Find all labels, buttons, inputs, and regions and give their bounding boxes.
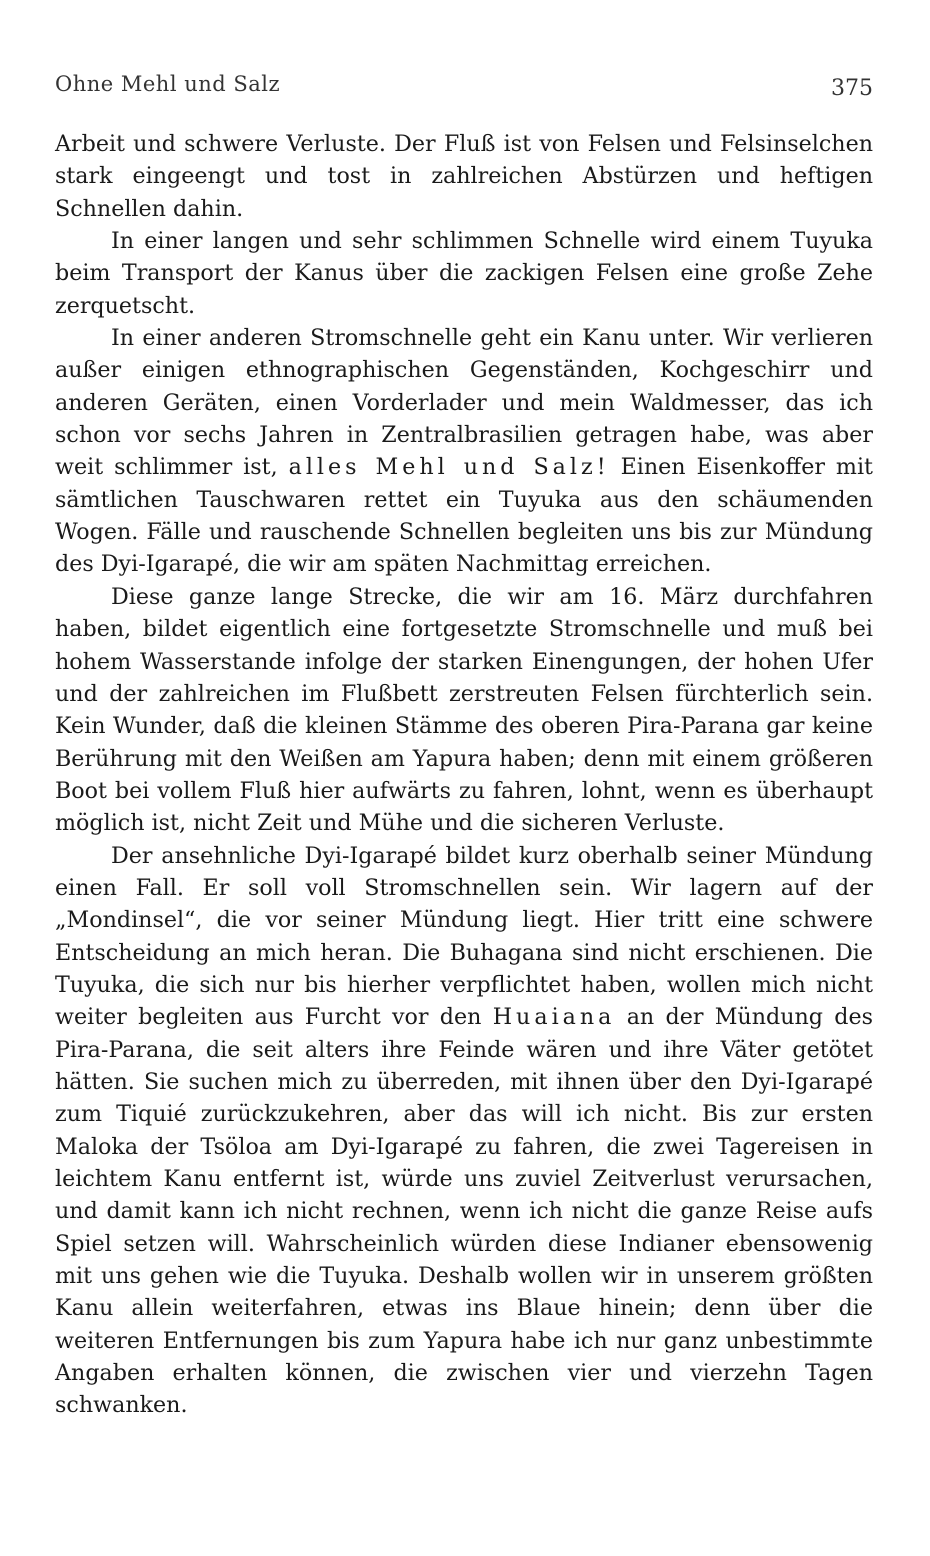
paragraph-text: In einer anderen Stromschnelle geht ein Kanu unter. Wir verlieren außer einigen ethnographischen Gegenständen, Kochgeschirr und anderen Geräten, einen Vorderlader und mein Waldmesser, das ich schon vor sechs Jahren in Zentralbrasilien getragen habe, was aber weit schlimmer ist, (55, 325, 873, 481)
paragraph: Arbeit und schwere Verluste. Der Fluß ist von Felsen und Felsinselchen stark eingeengt und tost in zahlreichen Abstürzen und heftigen Schnellen dahin. (55, 131, 873, 222)
running-header-title: Ohne Mehl und Salz (55, 72, 281, 96)
paragraph: In einer langen und sehr schlimmen Schnelle wird einem Tuyuka beim Transport der Kanus über die zackigen Felsen eine große Zehe zerquetscht. (55, 228, 873, 319)
body-text (55, 128, 873, 1422)
paragraph: Diese ganze lange Strecke, die wir am 16. März durchfahren haben, bildet eigentlich eine fortgesetzte Stromschnelle und muß bei hohem Wasserstande infolge der starken Einengungen, der hohen Ufer und der zahlreichen im Flußbett zerstreuten Felsen fürchterlich sein. Kein Wunder, daß die kleinen Stämme des oberen Pira-Parana gar keine Berührung mit den Weißen am Yapura haben; denn mit einem größeren Boot bei vollem Fluß hier aufwärts zu fahren, lohnt, wenn es überhaupt möglich ist, nicht Zeit und Mühe und die sicheren Verluste. (55, 583, 873, 837)
paragraph (55, 840, 873, 1422)
paragraph (55, 322, 873, 581)
paragraph-text: an der Mündung des Pira-Parana, die seit alters ihre Feinde wären und ihre Väter getötet hätten. Sie suchen mich zu überreden, mit ihnen über den Dyi-Igarapé zum Tiquié zurückzukehren, aber das will ich nicht. Bis zur ersten Maloka der Tsöloa am Dyi-Igarapé zu fahren, die zwei Tagereisen in leichtem Kanu entfernt ist, würde uns zuviel Zeitverlust verursachen, und damit kann ich nicht rechnen, wenn ich nicht die ganze Reise aufs Spiel setzen will. Wahrscheinlich würden diese Indianer ebensowenig mit uns gehen wie die Tuyuka. Deshalb wollen wir in unserem größten Kanu allein weiterfahren, etwas ins Blaue hinein; denn über die weiteren Entfernungen bis zum Yapura habe ich nur ganz unbestimmte Angaben erhalten können, die zwischen vier und vierzehn Tagen schwanken. (55, 1004, 873, 1419)
paragraph-text: Einen Eisenkoffer mit sämtlichen Tauschwaren rettet ein Tuyuka aus den schäumenden Wogen. Fälle und rauschende Schnellen begleiten uns bis zur Mündung des Dyi-Igarapé, die wir am späten Nachmittag erreichen. (55, 454, 873, 578)
page-number: 375 (831, 76, 873, 101)
emphasized-text: alles Mehl und Salz! (288, 454, 610, 481)
emphasized-text: Huaiana (492, 1004, 616, 1031)
paragraph-text: Der ansehnliche Dyi-Igarapé bildet kurz oberhalb seiner Mündung einen Fall. Er soll voll Stromschnellen sein. Wir lagern auf der „Mondinsel“, die vor seiner Mündung liegt. Hier tritt eine schwere Entscheidung an mich heran. Die Buhagana sind nicht erschienen. Die Tuyuka, die sich nur bis hierher verpflichtet haben, wollen mich nicht weiter begleiten aus Furcht vor den (55, 842, 873, 1031)
